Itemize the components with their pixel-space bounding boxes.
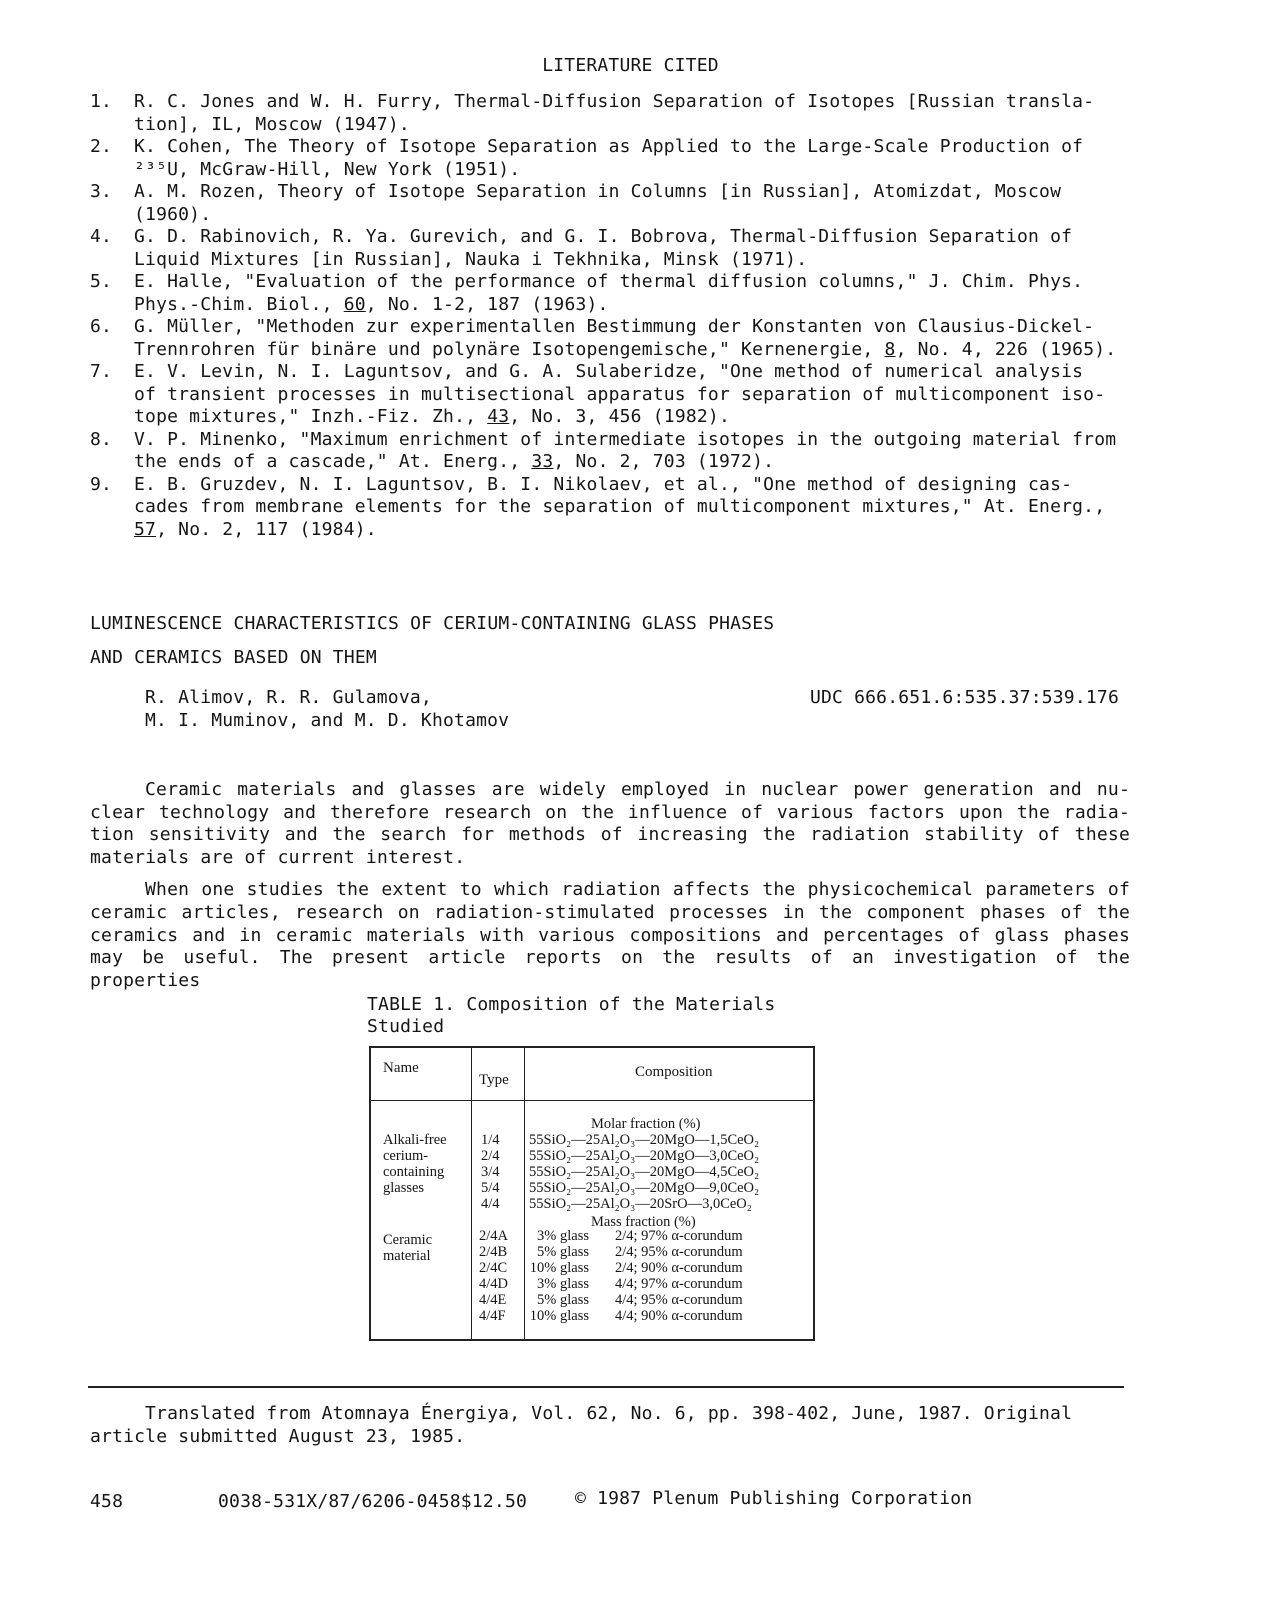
row-composition: 55SiO₂—25Al₂O₃—20MgO—9,0CeO₂ — [529, 1180, 760, 1196]
body-paragraph-2: When one studies the extent to which radiation affects the physicochemical parameters of ceramic articles, research on radiation-stimulated processes in the component phases of the ceramics and in ceramic materials with various compositions and percentages of glass phases may be useful. The present article reports on the results of an investigation of the properties — [90, 879, 1130, 991]
row-type: 4/4E — [479, 1292, 507, 1308]
table-row — [481, 1196, 752, 1212]
reference-item — [90, 271, 1140, 316]
reference-text: G. Müller, "Methoden zur experimentallen Bestimmung der Konstanten von Clausius-Dickel- Trennrohren für binäre und polynäre Isotopengemische," Kernenergie, 8, No. 4, 226 (1965). — [134, 316, 1117, 360]
reference-number: 1. — [90, 91, 113, 112]
reference-number: 6. — [90, 316, 113, 337]
reference-number: 3. — [90, 181, 113, 202]
row-glass: 3% glass — [537, 1228, 589, 1244]
reference-list — [90, 91, 1140, 541]
table-text-line: Ceramic — [383, 1232, 433, 1248]
reference-volume: 33 — [531, 451, 554, 472]
row-type: 3/4 — [481, 1164, 500, 1180]
article-title — [90, 607, 774, 675]
table-row — [479, 1228, 743, 1244]
authors-line-1: R. Alimov, R. R. Gulamova, — [145, 687, 432, 708]
literature-cited-heading: LITERATURE CITED — [542, 55, 719, 76]
table-row — [479, 1276, 743, 1292]
body-paragraph-1: Ceramic materials and glasses are widely employed in nuclear power generation and nu-clear technology and therefore research on the influence of various factors upon the radia-tion sensitivity and the search for methods of increasing the radiation stability of these materials are of current interest. — [90, 779, 1130, 868]
reference-volume: 43 — [487, 406, 510, 427]
table-row — [479, 1260, 743, 1276]
reference-item — [90, 226, 1140, 271]
row-type: 4/4 — [481, 1196, 500, 1212]
reference-text: A. M. Rozen, Theory of Isotope Separation in Columns [in Russian], Atomizdat, Moscow (1960). — [134, 181, 1062, 225]
reference-text: E. Halle, "Evaluation of the performance of thermal diffusion columns," J. Chim. Phys. Phys.-Chim. Biol., 60, No. 1-2, 187 (1963). — [134, 271, 1084, 315]
row-type: 2/4A — [479, 1228, 508, 1244]
table-text-line: cerium- — [383, 1148, 429, 1164]
table-row — [481, 1148, 760, 1164]
table-text-line: Alkali-free — [383, 1132, 447, 1148]
row-spec: 4/4; 90% α-corundum — [615, 1308, 743, 1324]
reference-text: V. P. Minenko, "Maximum enrichment of intermediate isotopes in the outgoing material from the ends of a cascade," At. Energ., 33, No. 2, 703 (1972). — [134, 428, 1117, 472]
table-row — [479, 1292, 743, 1308]
glasses-rows — [481, 1132, 760, 1212]
udc-code: UDC 666.651.6:535.37:539.176 — [809, 687, 1119, 708]
translation-note — [90, 1403, 1130, 1448]
row-spec: 4/4; 97% α-corundum — [615, 1276, 743, 1292]
row-type: 2/4B — [479, 1244, 508, 1260]
row-type: 4/4D — [479, 1276, 508, 1292]
row-glass: 5% glass — [537, 1292, 589, 1308]
table-row — [481, 1132, 760, 1148]
row-composition: 55SiO₂—25Al₂O₃—20SrO—3,0CeO₂ — [529, 1196, 752, 1212]
row-spec: 4/4; 95% α-corundum — [615, 1292, 743, 1308]
table-text-line: material — [383, 1248, 431, 1264]
header-name: Name — [383, 1060, 419, 1076]
reference-item — [90, 181, 1140, 226]
page-number: 458 — [90, 1491, 124, 1512]
table-row — [479, 1244, 743, 1260]
row-type: 5/4 — [481, 1180, 500, 1196]
row-glass: 3% glass — [537, 1276, 589, 1292]
journal-code: 0038-531X/87/6206-0458$12.50 — [218, 1491, 528, 1512]
row-glass: 10% glass — [529, 1260, 589, 1276]
authors-line-2: M. I. Muminov, and M. D. Khotamov — [145, 710, 510, 731]
reference-text: G. D. Rabinovich, R. Ya. Gurevich, and G. I. Bobrova, Thermal-Diffusion Separation of Liquid Mixtures [in Russian], Nauka i Tekhnika, Minsk (1971). — [134, 226, 1073, 270]
reference-text: R. C. Jones and W. H. Furry, Thermal-Diffusion Separation of Isotopes [Russian transla- tion], IL, Moscow (1947). — [134, 91, 1095, 135]
table-caption: TABLE 1. Composition of the Materials Studied — [367, 994, 776, 1037]
row-composition: 55SiO₂—25Al₂O₃—20MgO—1,5CeO₂ — [529, 1132, 760, 1148]
row-type: 1/4 — [481, 1132, 500, 1148]
reference-text: K. Cohen, The Theory of Isotope Separation as Applied to the Large-Scale Production of ²³⁵U, McGraw-Hill, New York (1951). — [134, 136, 1084, 180]
reference-volume: 57 — [134, 518, 157, 540]
reference-item — [90, 429, 1140, 474]
glasses-name — [383, 1132, 447, 1196]
table-row — [479, 1308, 743, 1324]
reference-volume: 8 — [884, 338, 896, 360]
header-type: Type — [479, 1072, 509, 1088]
translation-note-text: Translated from Atomnaya Énergiya, Vol. 62, No. 6, pp. 398-402, June, 1987. Original article submitted August 23, 1985. — [90, 1403, 1073, 1447]
ceramic-rows — [479, 1228, 743, 1324]
reference-number: 4. — [90, 226, 113, 247]
footer-divider — [88, 1386, 1124, 1388]
reference-number: 9. — [90, 473, 113, 495]
authors — [145, 686, 509, 732]
composition-table — [369, 1046, 815, 1341]
section-molar-fraction: Molar fraction (%) — [591, 1116, 701, 1132]
row-type: 4/4F — [479, 1308, 506, 1324]
reference-item — [90, 316, 1140, 361]
header-composition: Composition — [635, 1064, 713, 1080]
reference-item — [90, 361, 1140, 429]
reference-item — [90, 474, 1140, 542]
reference-volume: 60 — [343, 293, 366, 315]
reference-number: 5. — [90, 271, 113, 292]
row-type: 2/4C — [479, 1260, 508, 1276]
reference-number: 7. — [90, 361, 113, 382]
table-row — [481, 1164, 760, 1180]
reference-item — [90, 136, 1140, 181]
table-row — [481, 1180, 760, 1196]
reference-number: 8. — [90, 428, 113, 450]
row-glass: 5% glass — [537, 1244, 589, 1260]
article-body — [90, 779, 1130, 1002]
article-title-line-2: AND CERAMICS BASED ON THEM — [90, 647, 377, 668]
copyright: © 1987 Plenum Publishing Corporation — [575, 1488, 973, 1509]
table-text-line: containing — [383, 1164, 445, 1180]
article-title-line-1: LUMINESCENCE CHARACTERISTICS OF CERIUM-CONTAINING GLASS PHASES — [90, 613, 775, 634]
row-spec: 2/4; 95% α-corundum — [615, 1244, 743, 1260]
row-composition: 55SiO₂—25Al₂O₃—20MgO—4,5CeO₂ — [529, 1164, 760, 1180]
reference-number: 2. — [90, 136, 113, 157]
table-text-line: glasses — [383, 1180, 425, 1196]
row-glass: 10% glass — [529, 1308, 589, 1324]
reference-item — [90, 91, 1140, 136]
row-spec: 2/4; 97% α-corundum — [615, 1228, 743, 1244]
ceramic-name — [383, 1232, 432, 1264]
row-spec: 2/4; 90% α-corundum — [615, 1260, 743, 1276]
row-type: 2/4 — [481, 1148, 500, 1164]
row-composition: 55SiO₂—25Al₂O₃—20MgO—3,0CeO₂ — [529, 1148, 760, 1164]
reference-text: E. B. Gruzdev, N. I. Laguntsov, B. I. Nikolaev, et al., "One method of designing cas- cades from membrane elements for the separation of multicomponent mixtures," At. Energ., 57, No. 2, 117 (1984). — [134, 473, 1106, 540]
section-mass-fraction: Mass fraction (%) — [591, 1214, 696, 1230]
reference-text: E. V. Levin, N. I. Laguntsov, and G. A. Sulaberidze, "One method of numerical analysis of transient processes in multisectional apparatus for separation of multicomponent iso- tope mixtures," Inzh.-Fiz. Zh., 43, No. 3, 456 (1982). — [134, 361, 1106, 427]
